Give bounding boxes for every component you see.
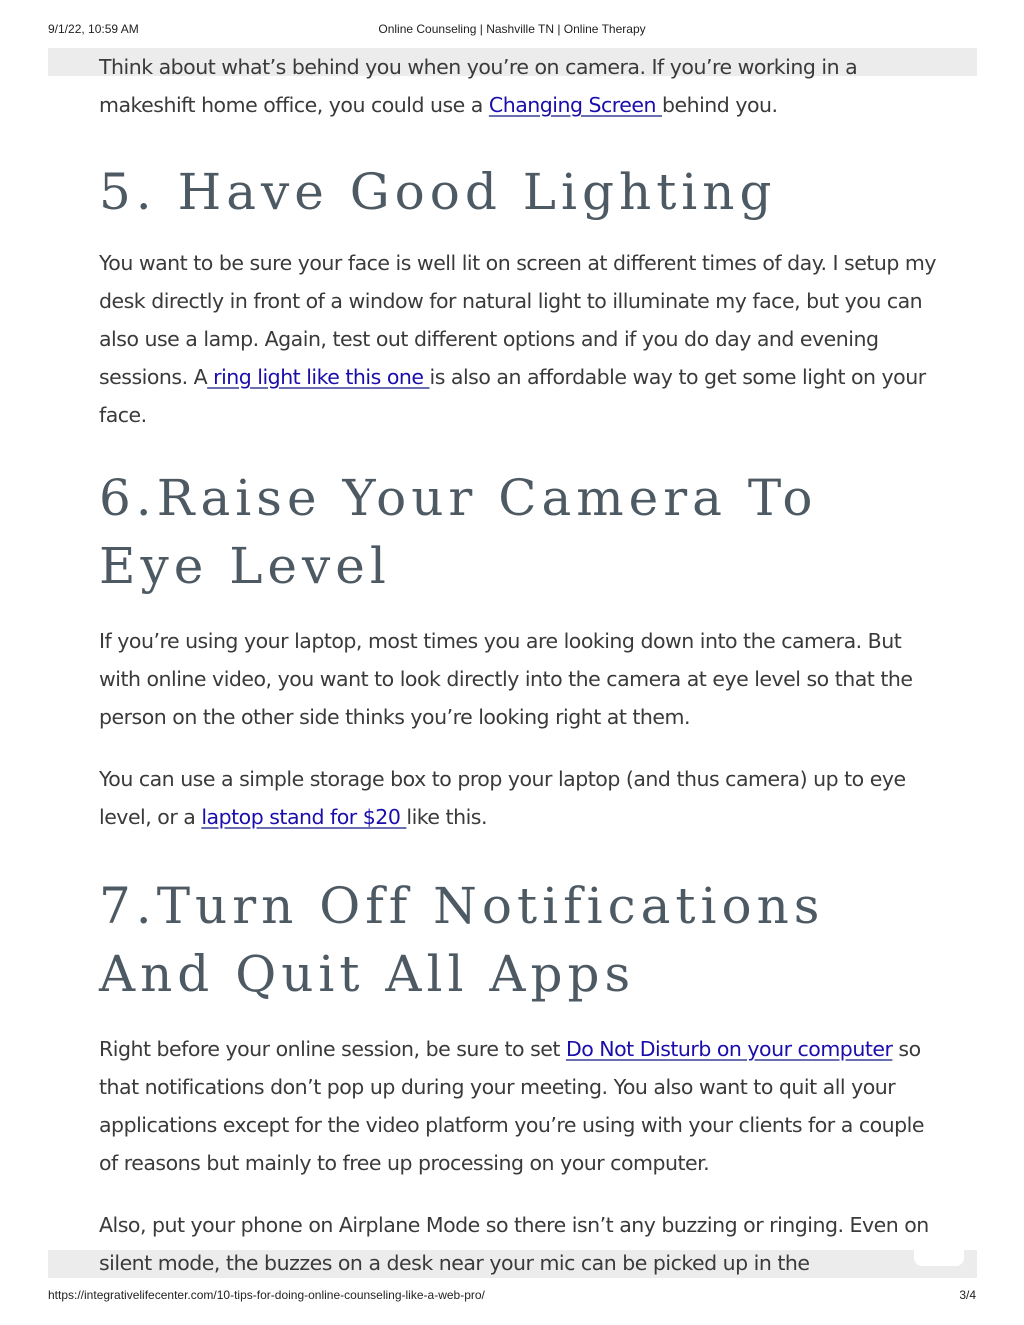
laptop-stand-link[interactable]: laptop stand for $20 [201, 805, 407, 829]
paragraph-text: Think about what’s behind you when you’re on camera. If you’re working in a makeshift home office, you could use a [99, 55, 858, 117]
print-url: https://integrativelifecenter.com/10-tips-for-doing-online-counseling-like-a-web-pro/ [48, 1288, 485, 1302]
print-header [0, 22, 1024, 38]
do-not-disturb-link[interactable]: Do Not Disturb on your computer [565, 1037, 893, 1061]
paragraph-text: like this. [406, 805, 487, 829]
paragraph-text: Right before your online session, be sure to set [99, 1037, 566, 1061]
paragraph-text: so that notifications don’t pop up during your meeting. You also want to quit all your applications except for the video platform you’re using with your clients for a couple of reasons but mainly to free up processing on your computer. [99, 1037, 924, 1175]
heading-have-good-lighting: 5. Have Good Lighting [99, 163, 777, 221]
paragraph-laptop-stand [99, 760, 939, 836]
print-footer [0, 1288, 1024, 1304]
paragraph-text: is also an affordable way to get some light on your face. [99, 365, 926, 427]
heading-turn-off-notifications: 7.Turn Off Notifications And Quit All Apps [99, 877, 825, 1003]
paragraph-text: behind you. [661, 93, 778, 117]
changing-screen-link[interactable]: Changing Screen [488, 93, 662, 117]
ring-light-link[interactable]: ring light like this one [207, 365, 430, 389]
heading-raise-camera: 6.Raise Your Camera To Eye Level [99, 469, 818, 595]
paragraph-airplane-mode: Also, put your phone on Airplane Mode so there isn’t any buzzing or ringing. Even on silent mode, the buzzes on a desk near your mic can be picked up in the [99, 1213, 929, 1275]
paragraph-lighting [99, 244, 939, 434]
print-date: 9/1/22, 10:59 AM [48, 22, 139, 36]
paragraph-intro [99, 48, 939, 124]
article-body [99, 48, 939, 1282]
paragraph-text: You can use a simple storage box to prop your laptop (and thus camera) up to eye level, or a [99, 767, 906, 829]
print-page-number: 3/4 [959, 1288, 976, 1302]
paragraph-notifications [99, 1030, 939, 1182]
paragraph-text: You want to be sure your face is well lit on screen at different times of day. I setup my desk directly in front of a window for natural light to illuminate my face, but you can also use a lamp. Again, test out different options and if you do day and evening sessions. A [99, 251, 936, 389]
print-page-title: Online Counseling | Nashville TN | Online Therapy [378, 22, 646, 36]
paragraph-camera: If you’re using your laptop, most times you are looking down into the camera. But with online video, you want to look directly into the camera at eye level so that the person on the other side thinks you’re looking right at them. [99, 629, 913, 729]
